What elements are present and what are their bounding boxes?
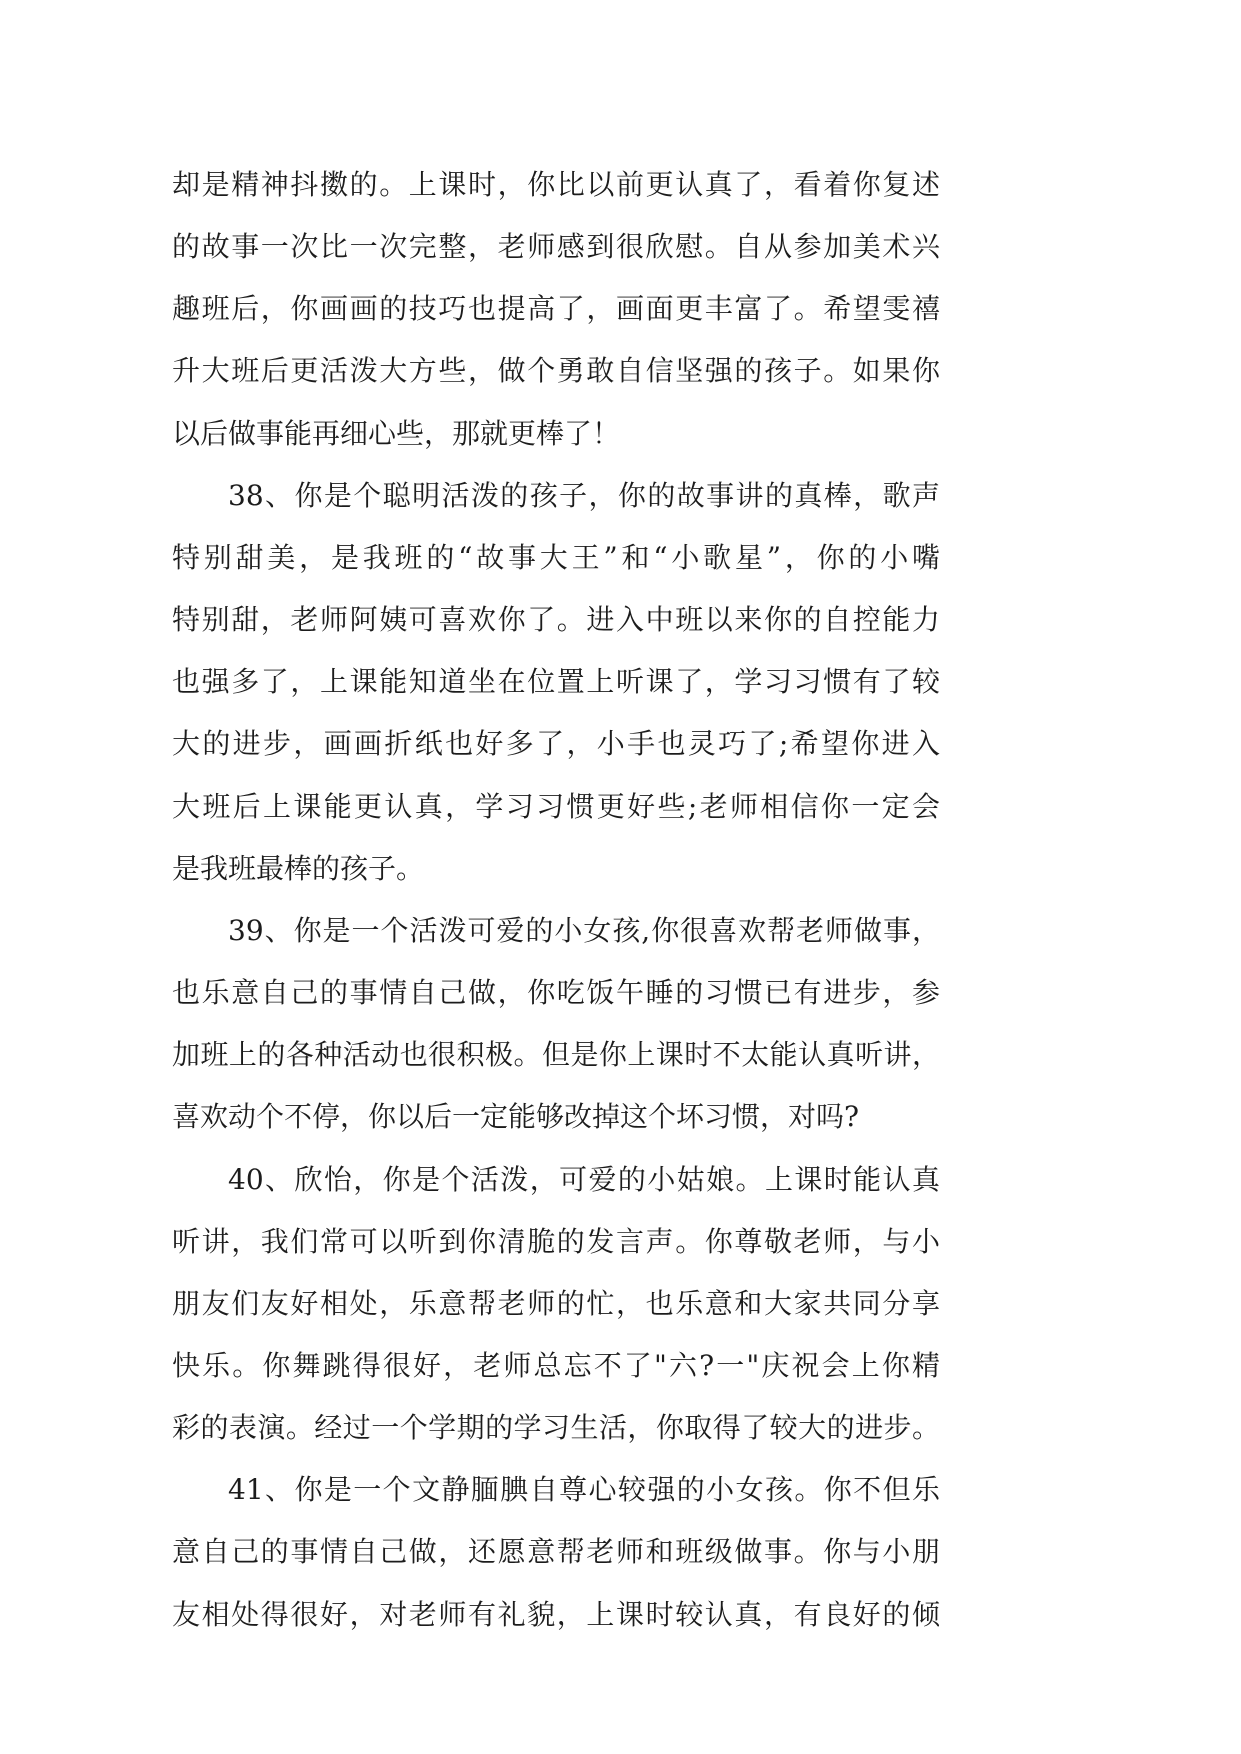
paragraph-40 [172,1149,940,1460]
text-line: 友相处得很好，对老师有礼貌，上课时较认真，有良好的倾 [172,1597,940,1631]
text-line: 特别甜，老师阿姨可喜欢你了。进入中班以来你的自控能力 [172,603,940,637]
text-line: 听讲，我们常可以听到你清脆的发言声。你尊敬老师，与小 [172,1224,940,1258]
text-line: 是我班最棒的孩子。 [172,851,425,885]
text-line: 也强多了，上课能知道坐在位置上听课了，学习习惯有了较 [172,665,940,699]
text-line: 朋友们友好相处，乐意帮老师的忙，也乐意和大家共同分享 [172,1286,940,1320]
text-line: 特别甜美，是我班的“故事大王”和“小歌星”，你的小嘴 [172,540,940,574]
text-line: 加班上的各种活动也很积极。但是你上课时不太能认真听讲， [172,1038,940,1072]
body-text [172,154,940,1646]
paragraph-38 [172,465,940,900]
text-line: 却是精神抖擞的。上课时，你比以前更认真了，看着你复述 [172,168,940,201]
text-line: 彩的表演。经过一个学期的学习生活，你取得了较大的进步。 [172,1411,940,1445]
paragraph-continuation [172,154,940,465]
text-line: 大班后上课能更认真，学习习惯更好些;老师相信你一定会 [172,789,940,823]
paragraph-39 [172,900,940,1149]
text-line: 38、你是个聪明活泼的孩子，你的故事讲的真棒，歌声 [228,478,940,512]
text-line: 快乐。你舞跳得很好，老师总忘不了"六?一"庆祝会上你精 [172,1348,940,1382]
text-line: 41、你是一个文静腼腆自尊心较强的小女孩。你不但乐 [228,1473,940,1507]
text-line: 以后做事能再细心些，那就更棒了！ [172,416,621,450]
text-line: 意自己的事情自己做，还愿意帮老师和班级做事。你与小朋 [172,1535,940,1569]
text-line: 的故事一次比一次完整，老师感到很欣慰。自从参加美术兴 [172,230,940,264]
text-line: 升大班后更活泼大方些，做个勇敢自信坚强的孩子。如果你 [172,354,940,388]
text-line: 喜欢动个不停，你以后一定能够改掉这个坏习惯，对吗? [172,1100,860,1134]
text-line: 趣班后，你画画的技巧也提高了，画面更丰富了。希望雯禧 [172,292,940,326]
text-line: 39、你是一个活泼可爱的小女孩,你很喜欢帮老师做事， [228,913,940,947]
text-line: 也乐意自己的事情自己做，你吃饭午睡的习惯已有进步，参 [172,976,940,1010]
text-line: 大的进步，画画折纸也好多了，小手也灵巧了;希望你进入 [172,727,940,761]
text-line: 40、欣怡，你是个活泼，可爱的小姑娘。上课时能认真 [228,1162,940,1196]
paragraph-41 [172,1459,940,1645]
